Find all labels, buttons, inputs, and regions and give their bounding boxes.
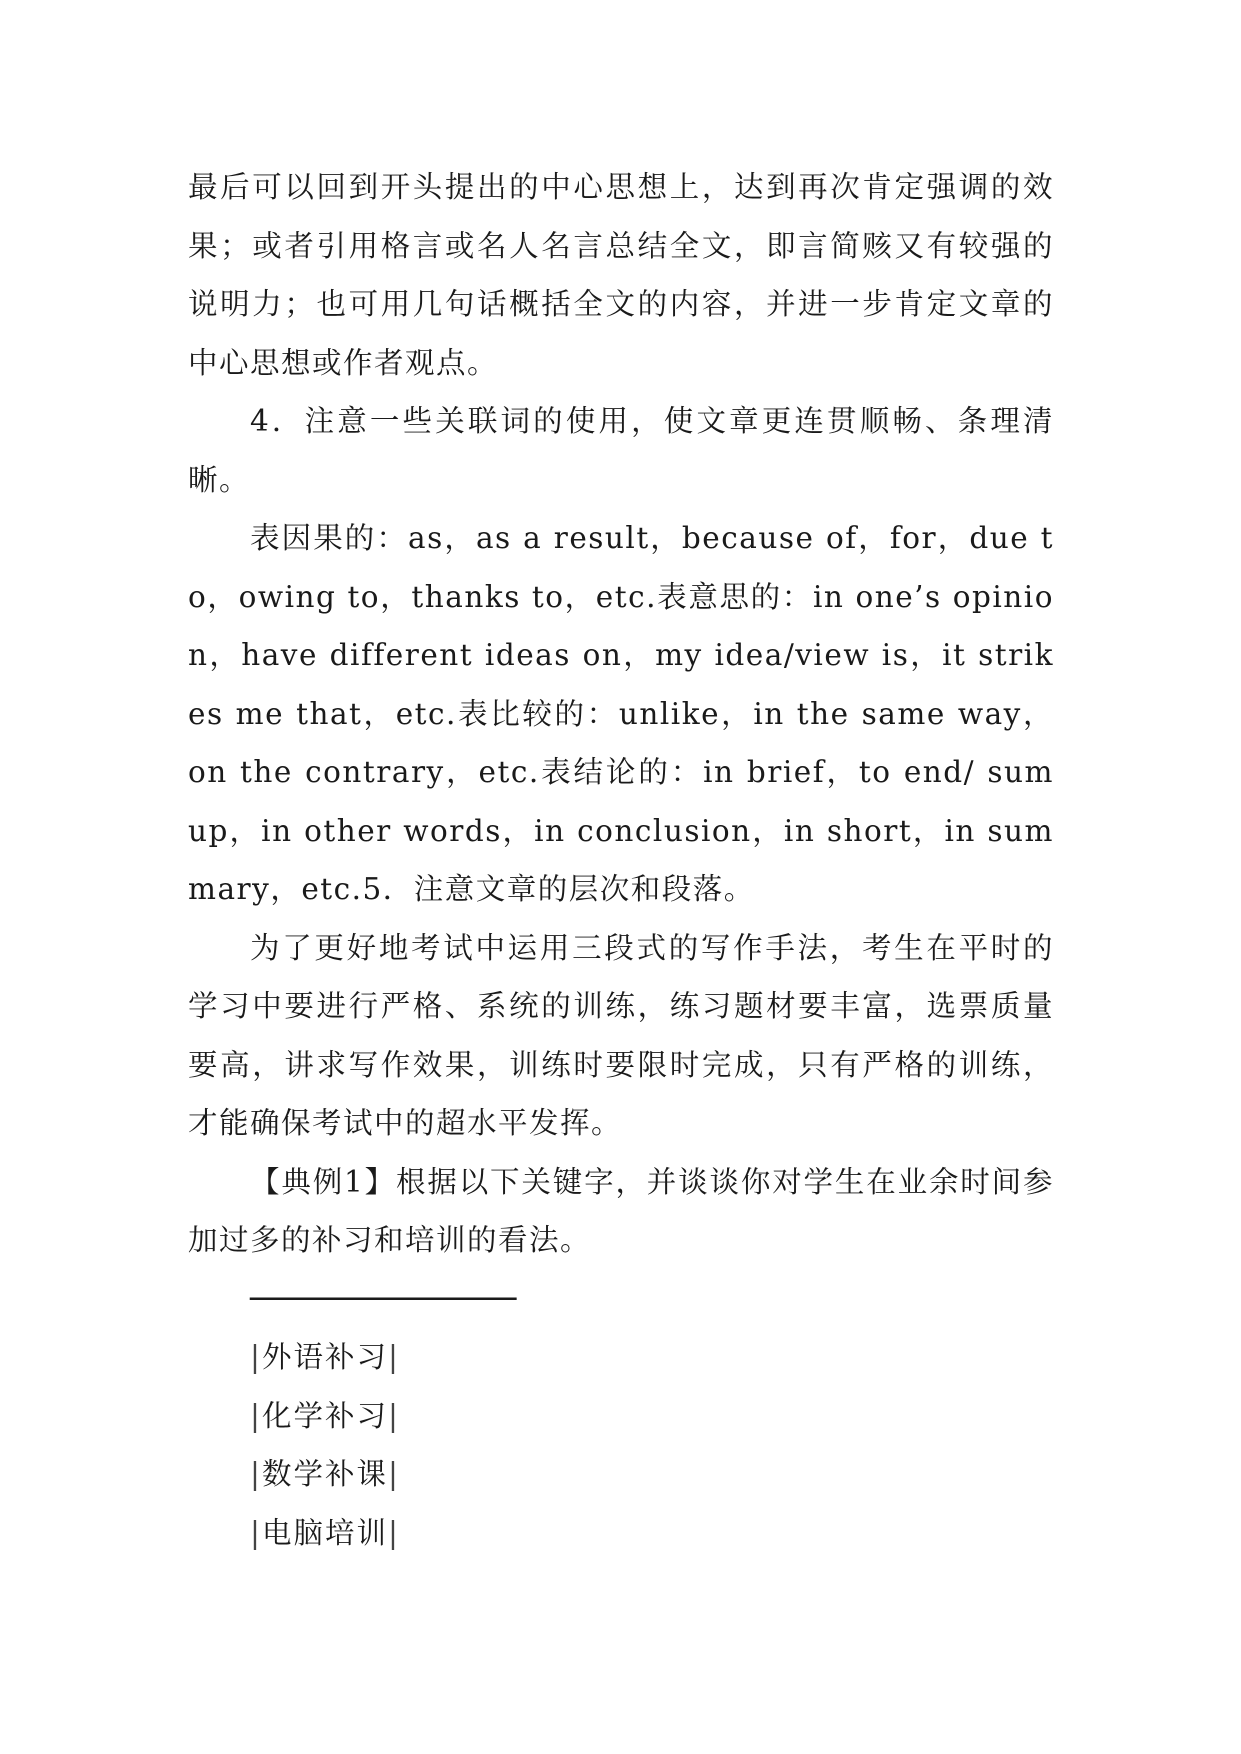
table-border-right: | <box>387 1398 400 1433</box>
keyword-row <box>250 1504 1054 1563</box>
keyword-row <box>250 1445 1054 1504</box>
paragraph-training-advice: 为了更好地考试中运用三段式的写作手法，考生在平时的学习中要进行严格、系统的训练，练习题材要丰富，选票质量要高，讲求写作效果，训练时要限时完成，只有严格的训练，才能确保考试中的超水平发挥。 <box>188 930 1054 1140</box>
document-page <box>188 158 1054 1562</box>
table-border-right: | <box>387 1340 400 1374</box>
table-border-left: | <box>250 1457 262 1491</box>
keyword-text: 电脑培训 <box>261 1515 388 1550</box>
table-border-left: | <box>250 1515 262 1550</box>
table-border-right: | <box>387 1457 400 1491</box>
keyword-table <box>250 1328 1054 1562</box>
paragraph-connectives: 表因果的：as，as a result，because of，for，due to，owing to，thanks to，etc.表意思的：in one’s opinion，have different ideas on，my idea/view is，it strikes me that，etc.表比较的：unlike，in the same way，on the contrary，etc.表结论的：in brief，to end/ sum up，in other words，in conclusion，in short，in summary，etc.5．注意文章的层次和段落。 <box>188 521 1054 906</box>
paragraph-point-4: 4．注意一些关联词的使用，使文章更连贯顺畅、条理清晰。 <box>188 404 1054 497</box>
paragraph-example-1: 【典例1】根据以下关键字，并谈谈你对学生在业余时间参加过多的补习和培训的看法。 <box>188 1164 1054 1257</box>
table-border-right: | <box>387 1515 400 1550</box>
table-border-left: | <box>250 1398 262 1433</box>
keyword-row <box>250 1328 1054 1387</box>
paragraph-conclusion-methods: 最后可以回到开头提出的中心思想上，达到再次肯定强调的效果；或者引用格言或名人名言总结全文，即言简赅又有较强的说明力；也可用几句话概括全文的内容，并进一步肯定文章的中心思想或作者观点。 <box>188 170 1054 380</box>
keyword-text: 化学补习 <box>261 1398 388 1433</box>
table-border-left: | <box>250 1340 262 1374</box>
table-top-border: ─────────────── <box>250 1281 517 1316</box>
keyword-text: 外语补习 <box>261 1340 388 1374</box>
keyword-text: 数学补课 <box>261 1457 388 1491</box>
keyword-row <box>250 1387 1054 1446</box>
